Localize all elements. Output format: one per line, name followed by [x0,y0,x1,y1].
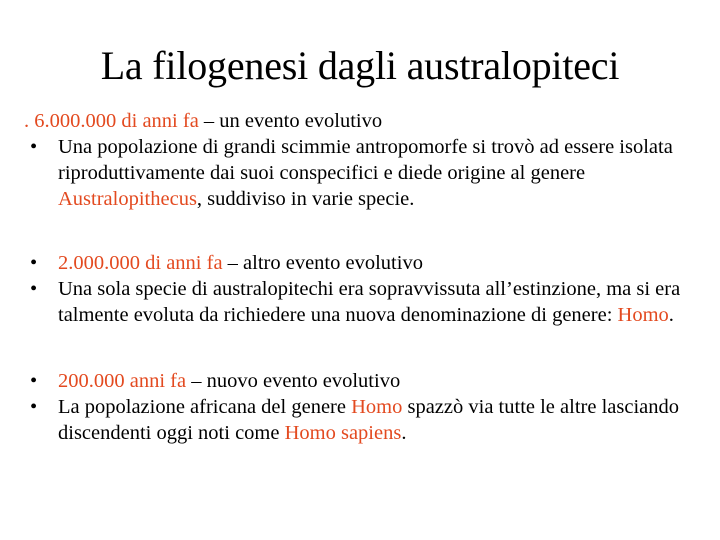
spacer [24,212,704,250]
text-run: Homo sapiens [284,422,402,444]
paragraph-homo-sapiens [24,394,704,446]
text-run: – altro evento evolutivo [222,252,423,274]
paragraph-6-million [24,108,704,134]
text-run: . [401,422,407,444]
paragraph-homo-genus [24,276,704,328]
text-run: Australopithecus [58,188,197,210]
text-run: spazzò via tutte le altre lasciando discendenti oggi noti come [58,396,679,444]
slide-content [24,108,704,446]
bullet-icon: • [30,252,38,274]
text-run: 200.000 anni fa [58,370,187,392]
bullet-icon: • [30,370,38,392]
paragraph-2-million [24,250,704,276]
text-run: , suddiviso in varie specie. [196,188,415,210]
spacer [24,328,704,368]
text-run: Una sola specie di australopitechi era sopravvissuta all’estinzione, ma si era talmente evoluta da richiedere una nuova denominazione di genere: [58,278,681,326]
text-run: . [668,304,674,326]
text-run: – un evento evolutivo [198,110,383,132]
paragraph-australopithecus [24,134,704,212]
text-run: 2.000.000 di anni fa [58,252,223,274]
bullet-icon: • [30,396,38,418]
text-run: Homo [351,396,403,418]
slide-title: La filogenesi dagli australopiteci [100,43,620,88]
text-run: Una popolazione di grandi scimmie antropomorfe si trovò ad essere isolata riproduttivamente dai suoi conspecifici e diede origine al genere [58,136,673,184]
bullet-icon: • [30,136,38,158]
text-run: . 6.000.000 di anni fa [24,110,199,132]
text-run: Homo [617,304,669,326]
text-run: La popolazione africana del genere [58,396,352,418]
bullet-icon: • [30,278,38,300]
paragraph-200-thousand [24,368,704,394]
text-run: – nuovo evento evolutivo [186,370,401,392]
